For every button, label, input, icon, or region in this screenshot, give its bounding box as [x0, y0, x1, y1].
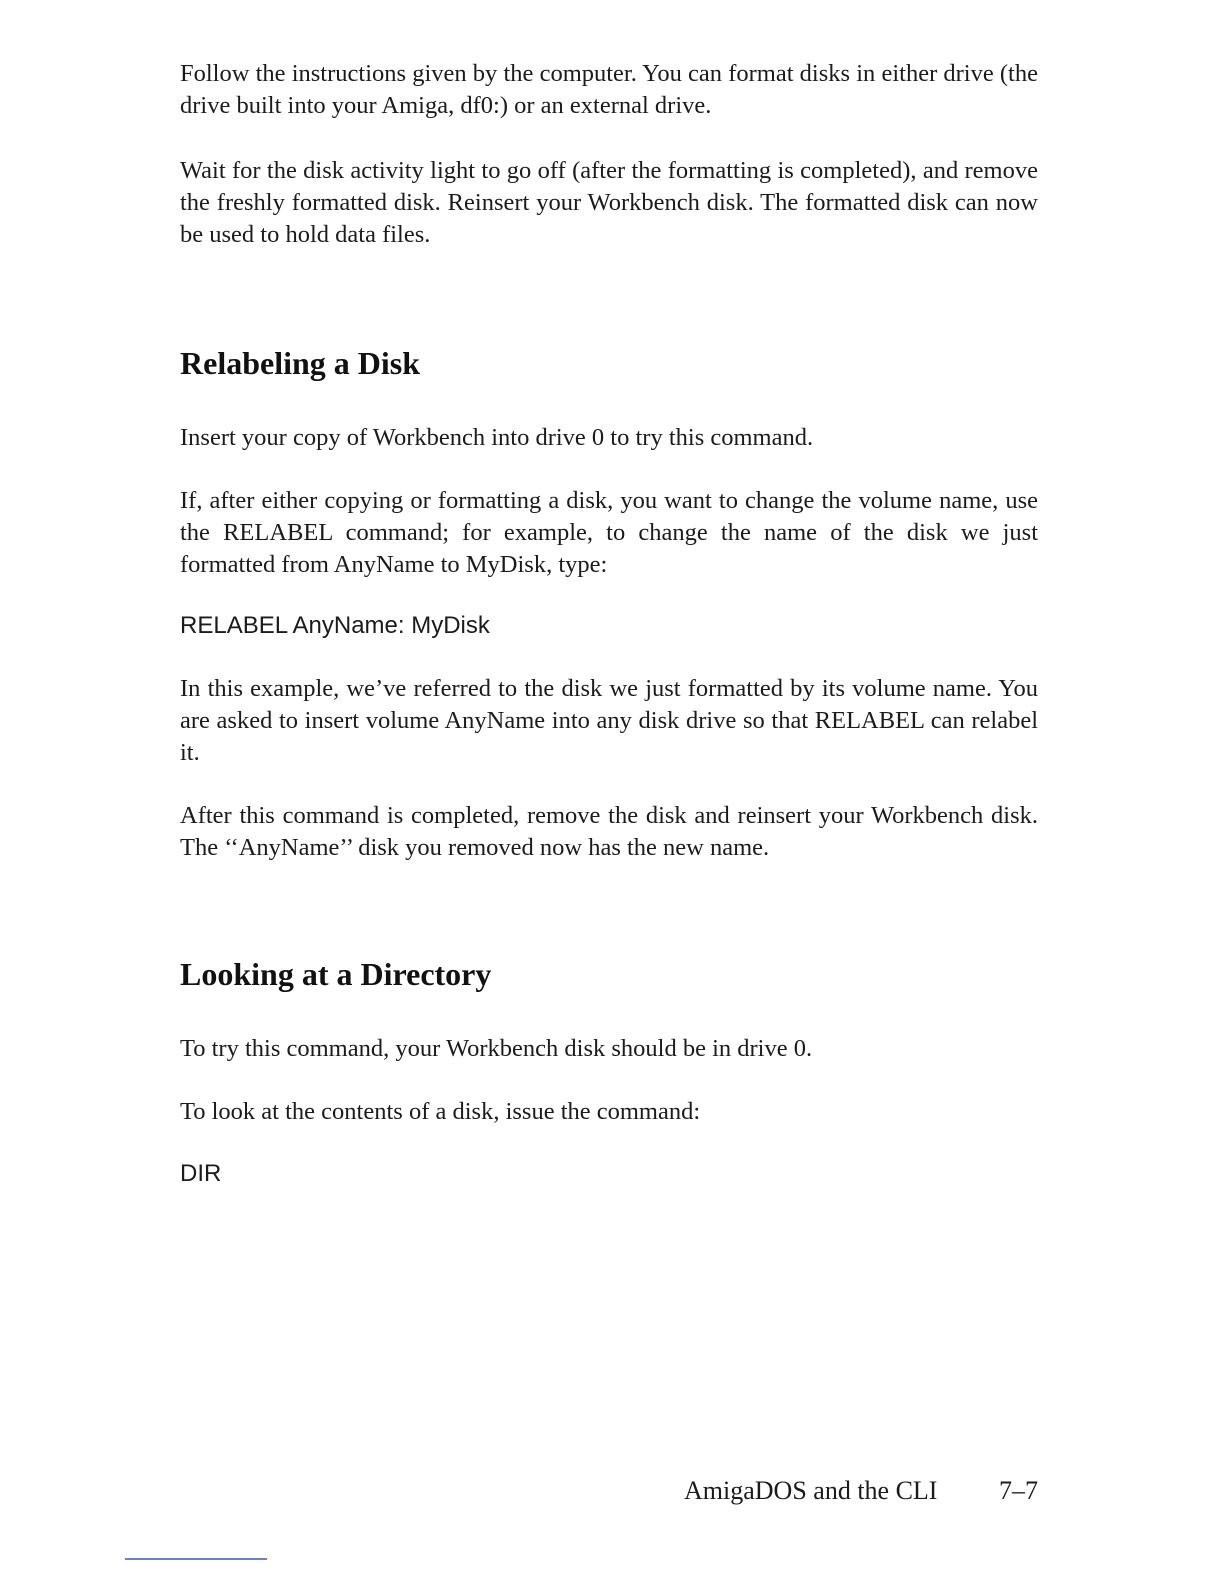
intro-paragraph-2: Wait for the disk activity light to go off (after the formatting is completed), and remove the freshly formatted disk. Reinsert your Workbench disk. The formatted disk can now be used to hold data files. [180, 157, 1038, 248]
document-page [180, 58, 1038, 1189]
page-footer [684, 1474, 1038, 1508]
relabel-heading: Relabeling a Disk [180, 345, 421, 381]
page-number: 7–7 [999, 1476, 1038, 1505]
directory-paragraph-2: To look at the contents of a disk, issue the command: [180, 1098, 701, 1125]
footer-title: AmigaDOS and the CLI [684, 1476, 938, 1505]
relabel-paragraph-1: Insert your copy of Workbench into drive 0 to try this command. [180, 424, 814, 451]
intro-paragraph-1: Follow the instructions given by the computer. You can format disks in either drive (the drive built into your Amiga, df0:) or an external drive. [180, 60, 1038, 119]
directory-heading: Looking at a Directory [180, 956, 492, 992]
relabel-command: RELABEL AnyName: MyDisk [180, 612, 490, 639]
relabel-paragraph-4: After this command is completed, remove the disk and reinsert your Workbench disk. The ‘‘AnyName’’ disk you removed now has the new name. [180, 802, 1038, 861]
directory-command: DIR [180, 1160, 222, 1187]
directory-paragraph-1: To try this command, your Workbench disk should be in drive 0. [180, 1035, 813, 1062]
bottom-rule-divider [125, 1558, 267, 1560]
relabel-paragraph-2: If, after either copying or formatting a disk, you want to change the volume name, use the RELABEL command; for example, to change the name of the disk we just formatted from AnyName to MyDisk, type: [180, 487, 1038, 578]
relabel-paragraph-3: In this example, we’ve referred to the disk we just formatted by its volume name. You are asked to insert volume AnyName into any disk drive so that RELABEL can relabel it. [180, 675, 1038, 766]
